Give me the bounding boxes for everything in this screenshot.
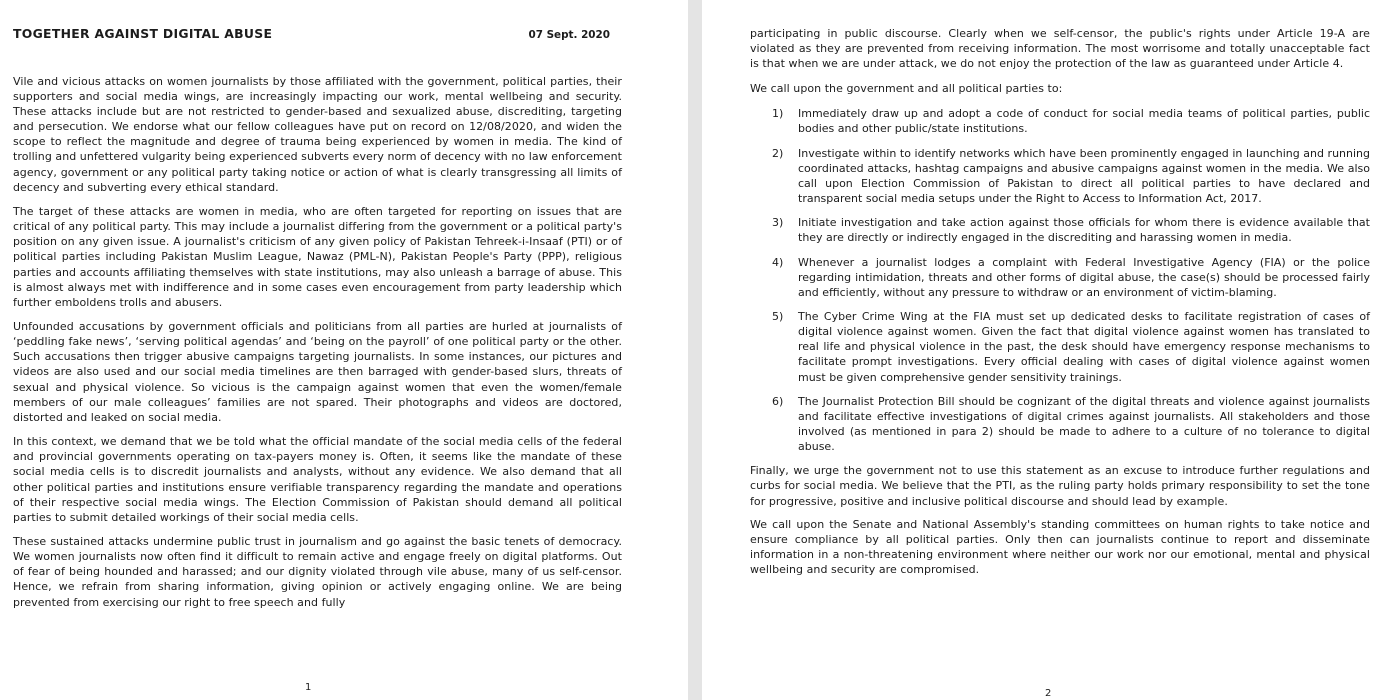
page-header	[13, 26, 622, 41]
demand-text: Immediately draw up and adopt a code of conduct for social media teams of political parties, public bodies and other public/state institutions.	[798, 107, 1370, 136]
demand-text: Whenever a journalist lodges a complaint with Federal Investigative Agency (FIA) or the police regarding intimidation, threats and other forms of digital abuse, the case(s) should be processed fairly and efficiently, without any pressure to withdraw or an environment of victim-blaming.	[798, 255, 1370, 299]
demand-text: The Cyber Crime Wing at the FIA must set up dedicated desks to facilitate registration of cases of digital violence against women. Given the fact that digital violence against women has translated to real life and physical violence in the past, the desk should have emergency response mechanisms to facilitate prompt investigations. Every official dealing with cases of digital violence against women must be given comprehensive gender sensitivity trainings.	[798, 310, 1370, 384]
page-gutter	[688, 0, 702, 700]
demand-number: 6)	[772, 394, 784, 408]
document-page-1	[0, 0, 688, 700]
demand-item	[750, 215, 1370, 245]
demand-text: The Journalist Protection Bill should be cognizant of the digital threats and violence against journalists and facilitate effective investigations of digital crimes against journalists. All stakeholders and those involved (as mentioned in para 2) should be made to adhere to a culture of no tolerance to digital abuse.	[798, 394, 1370, 454]
demand-number: 3)	[772, 216, 784, 230]
paragraph-social-media-cells: In this context, we demand that we be told what the official mandate of the social media cells of the federal and provincial governments operating on tax-payers money is. Often, it seems like the mandate of these social media cells is to discredit journalists and analysts, without any evidence. We also demand that all other political parties and institutions ensure verifiable transparency regarding the mandate and operations of their respective social media wings. The Election Commission of Pakistan should demand all political parties to submit detailed workings of their social media cells.	[13, 435, 622, 524]
paragraph-attacks-overview: Vile and vicious attacks on women journalists by those affiliated with the government, political parties, their supporters and social media wings, are increasingly impacting our work, mental wellbeing and security. These attacks include but are not restricted to gender-based and sexualized abuse, discrediting, targeting and persecution. We endorse what our fellow colleagues have put on record on 12/08/2020, and widen the scope to reflect the magnitude and degree of trauma being experienced by women in media. The kind of trolling and unfettered vulgarity being experienced subverts every norm of decency with no law enforcement agency, government or any political party taking notice or action of what is clearly transgressing all limits of decency and subverting every ethical standard.	[13, 75, 622, 194]
paragraph-accusations: Unfounded accusations by government officials and politicians from all parties are hurled at journalists of ‘peddling fake news’, ‘serving political agendas’ and ‘being on the payroll’ of one political party or the other. Such accusations then trigger abusive campaigns targeting journalists. In some instances, our pictures and videos are also used and our social media timelines are then barraged with gender-based slurs, threats of sexual and physical violence. So vicious is the campaign against women that even the women/female members of our male colleagues’ families are not spared. Their photographs and videos are doctored, distorted and leaked on social media.	[13, 320, 622, 424]
demand-text: Investigate within to identify networks which have been prominently engaged in launching and running coordinated attacks, hashtag campaigns and abusive campaigns against women in the media. We also call upon Election Commission of Pakistan to direct all political parties to have declared and transparent social media setups under the Right to Access to Information Act, 2017.	[798, 146, 1370, 206]
paragraph-targets: The target of these attacks are women in media, who are often targeted for reporting on issues that are critical of any political party. This may include a journalist differing from the government or a political party's position on any given issue. A journalist's criticism of any given policy of Pakistan Tehreek-i-Insaaf (PTI) or of political parties including Pakistan Muslim League, Nawaz (PML-N), Pakistan People's Party (PPP), religious parties and accounts affiliating themselves with state institutions, may also unleash a barrage of abuse. This is almost always met with indifference and in some cases even encouragement from party leadership which further emboldens trolls and abusers.	[13, 205, 622, 309]
paragraph-finally: Finally, we urge the government not to use this statement as an excuse to introduce further regulations and curbs for social media. We believe that the PTI, as the ruling party holds primary responsibility to set the tone for progressive, positive and inclusive political discourse and should lead by example.	[750, 464, 1370, 508]
organization-title: TOGETHER AGAINST DIGITAL ABUSE	[13, 26, 273, 41]
demand-item	[750, 106, 1370, 136]
paragraph-self-censorship: These sustained attacks undermine public trust in journalism and go against the basic tenets of democracy. We women journalists now often find it difficult to remain active and engage freely on digital platforms. Out of fear of being hounded and harassed; and our dignity violated through vile abuse, many of us self-censor. Hence, we refrain from sharing information, giving opinion or actively engaging online. We are being prevented from exercising our right to free speech and fully	[13, 535, 622, 609]
demand-item	[750, 146, 1370, 206]
paragraph-continuation: participating in public discourse. Clearly when we self-censor, the public's rights under Article 19-A are violated as they are prevented from receiving information. The most worrisome and totally unacceptable fact is that when we are under attack, we do not enjoy the protection of the law as guaranteed under Article 4.	[750, 27, 1370, 71]
demand-number: 2)	[772, 146, 784, 160]
demand-number: 4)	[772, 255, 784, 269]
paragraph-senate-call: We call upon the Senate and National Assembly's standing committees on human rights to take notice and ensure compliance by all political parties. Only then can journalists continue to report and disseminate information in a non-threatening environment where neither our work nor our emotional, mental and physical wellbeing and security are compromised.	[750, 517, 1370, 576]
demand-text: Initiate investigation and take action against those officials for whom there is evidence available that they are directly or indirectly engaged in the discrediting and harassing women in media.	[798, 216, 1370, 245]
demand-number: 1)	[772, 107, 784, 121]
demand-number: 5)	[772, 310, 784, 324]
demand-item	[750, 309, 1370, 384]
document-page-2	[702, 0, 1400, 700]
demand-item	[750, 255, 1370, 300]
page-number-2: 2	[1045, 688, 1052, 699]
statement-date: 07 Sept. 2020	[528, 29, 610, 41]
page-number-1: 1	[305, 682, 312, 693]
paragraph-call-intro: We call upon the government and all political parties to:	[750, 82, 1063, 96]
demands-list	[750, 106, 1370, 454]
demand-item	[750, 394, 1370, 454]
